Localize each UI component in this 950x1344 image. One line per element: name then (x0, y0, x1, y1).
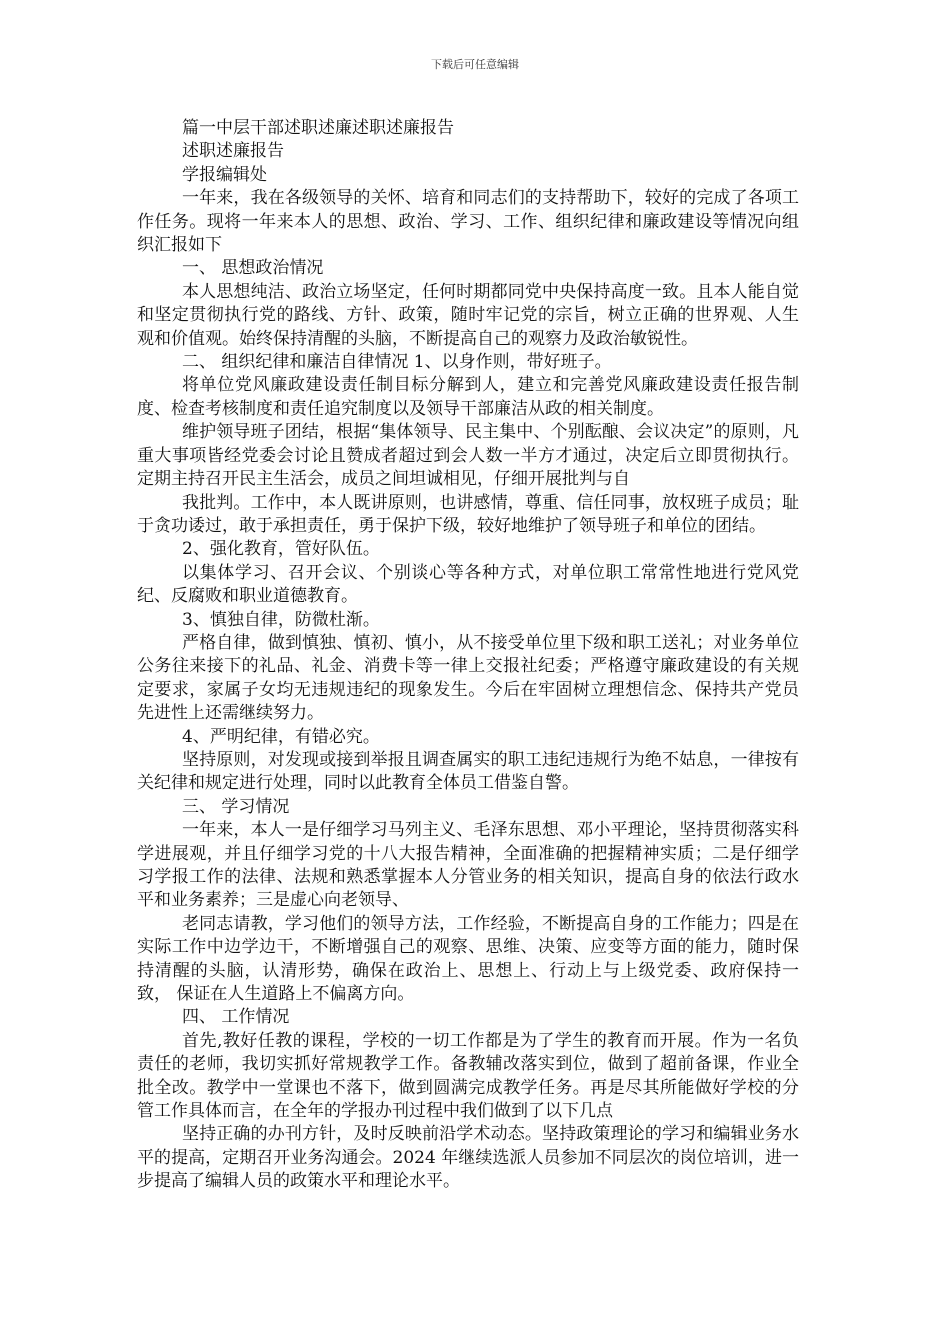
paragraph: 维护领导班子团结，根据“集体领导、民主集中、个别酝酿、会议决定”的原则，凡重大事项皆经党委会讨论且赞成者超过到会人数一半方才通过，决定后立即贯彻执行。定期主持召开民主生活会，成员之间坦诚相见，仔细开展批判与自 (137, 422, 799, 490)
paragraph: 坚持原则，对发现或接到举报且调查属实的职工违纪违规行为绝不姑息，一律按有关纪律和规定进行处理，同时以此教育全体员工借鉴自警。 (137, 749, 799, 794)
subsection-heading: 4、严明纪律，有错必究。 (182, 726, 380, 747)
section-heading: 二、 组织纪律和廉洁自律情况 1、以身作则，带好班子。 (182, 352, 612, 373)
document-body (137, 117, 799, 1194)
paragraph: 我批判。工作中，本人既讲原则，也讲感情，尊重、信任同事，放权班子成员；耻于贪功诿过，敢于承担责任，勇于保护下级，较好地维护了领导班子和单位的团结。 (137, 492, 799, 536)
paragraph: 将单位党风廉政建设责任制目标分解到人，建立和完善党风廉政建设责任报告制度、检查考核制度和责任追究制度以及领导干部廉洁从政的相关制度。 (137, 375, 799, 419)
paragraph: 本人思想纯洁、政治立场坚定，任何时期都同党中央保持高度一致。且本人能自觉和坚定贯彻执行党的路线、方针、政策，随时牢记党的宗旨，树立正确的世界观、人生观和价值观。始终保持清醒的头脑，不断提高自己的观察力及政治敏锐性。 (137, 281, 799, 349)
paragraph: 一年来，本人一是仔细学习马列主义、毛泽东思想、邓小平理论，坚持贯彻落实科学进展观，并且仔细学习党的十八大报告精神，全面准确的把握精神实质；二是仔细学习学报工作的法律、法规和熟悉掌握本人分管业务的相关知识，提高自身的依法行政水平和业务素养；三是虚心向老领导、 (137, 820, 799, 911)
document-subtitle: 述职述廉报告 (182, 141, 284, 162)
paragraph: 坚持正确的办刊方针，及时反映前沿学术动态。坚持政策理论的学习和编辑业务水平的提高，定期召开业务沟通会。2024 年继续选派人员参加不同层次的岗位培训，进一步提高了编辑人员的政策水平和理论水平。 (137, 1124, 799, 1192)
paragraph: 以集体学习、召开会议、个别谈心等各种方式，对单位职工常常性地进行党风党纪、反腐败和职业道德教育。 (137, 562, 799, 607)
subsection-heading: 3、慎独自律，防微杜渐。 (182, 609, 380, 630)
subsection-heading: 2、强化教育，管好队伍。 (182, 539, 380, 560)
section-heading: 三、 学习情况 (182, 796, 290, 817)
section-heading: 四、 工作情况 (182, 1007, 290, 1028)
paragraph: 严格自律，做到慎独、慎初、慎小，从不接受单位里下级和职工送礼；对业务单位公务往来接下的礼品、礼金、消费卡等一律上交报社纪委；严格遵守廉政建设的有关规定要求，家属子女均无违规违纪的现象发生。今后在牢固树立理想信念、保持共产党员先进性上还需继续努力。 (137, 632, 799, 724)
document-department: 学报编辑处 (182, 164, 267, 185)
page-header-note: 下载后可任意编辑 (431, 58, 519, 71)
paragraph: 首先,教好任教的课程，学校的一切工作都是为了学生的教育而开展。作为一名负责任的老师，我切实抓好常规教学工作。备教辅改落实到位，做到了超前备课，作业全批全改。教学中一堂课也不落下，做到圆满完成教学任务。再是尽其所能做好学校的分管工作具体而言，在全年的学报办刊过程中我们做到了以下几点 (137, 1030, 799, 1122)
document-title: 篇一中层干部述职述廉述职述廉报告 (182, 118, 454, 138)
paragraph: 一年来，我在各级领导的关怀、培育和同志们的支持帮助下，较好的完成了各项工作任务。现将一年来本人的思想、政治、学习、工作、组织纪律和廉政建设等情况向组织汇报如下 (137, 188, 799, 256)
section-heading: 一、 思想政治情况 (182, 258, 324, 279)
paragraph: 老同志请教，学习他们的领导方法，工作经验，不断提高自身的工作能力；四是在实际工作中边学边干，不断增强自己的观察、思维、决策、应变等方面的能力，随时保持清醒的头脑，认清形势，确保在政治上、思想上、行动上与上级党委、政府保持一致， 保证在人生道路上不偏离方向。 (137, 913, 799, 1005)
